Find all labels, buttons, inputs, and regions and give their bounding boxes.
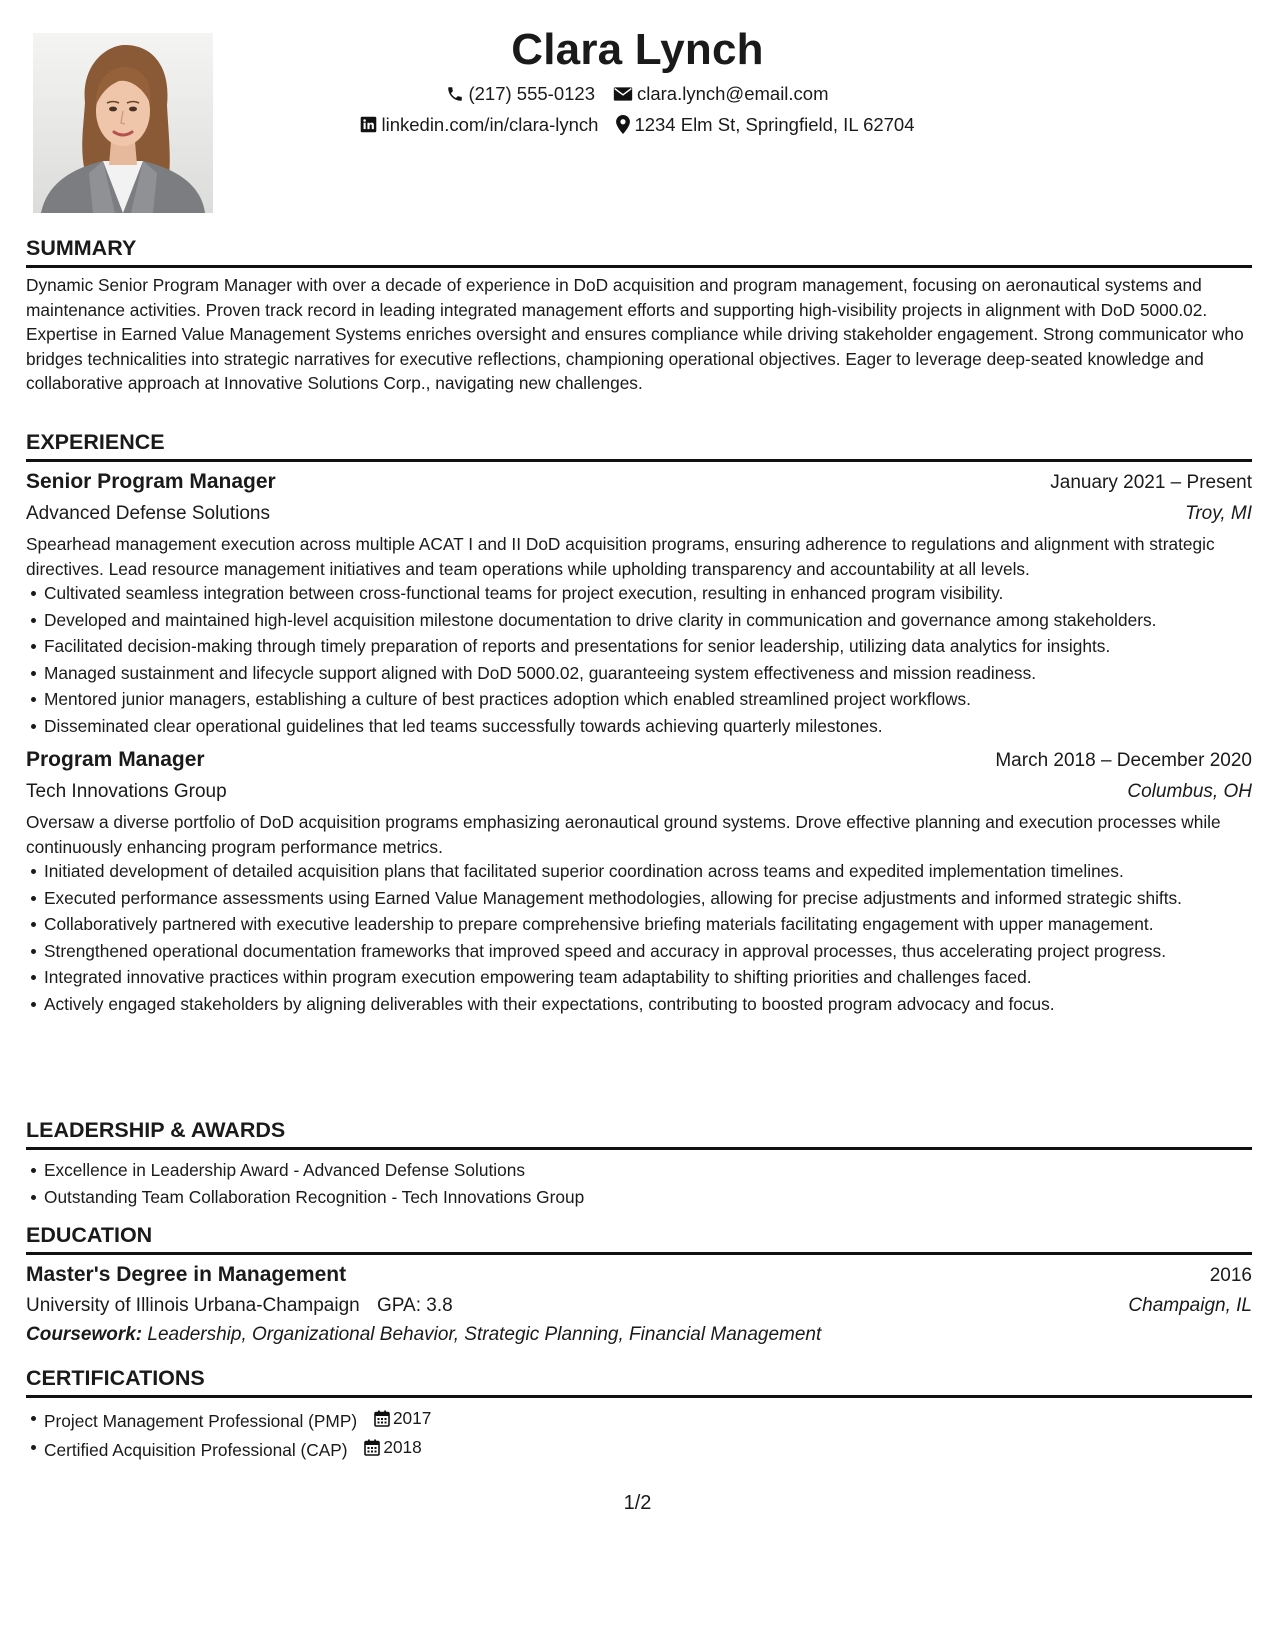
job-entry — [26, 744, 1252, 1016]
list-item: Integrated innovative practices within program execution empowering team adaptability to shifting priorities and challenges faced. — [44, 965, 1252, 990]
job-description: Oversaw a diverse portfolio of DoD acquisition programs emphasizing aeronautical ground systems. Drove effective planning and execution processes while continuously enhancing program performance metrics. — [26, 812, 1221, 857]
job-company: Tech Innovations Group — [26, 781, 227, 802]
certification-year: 2017 — [392, 1408, 432, 1428]
calendar-icon — [364, 1439, 380, 1456]
contact-email[interactable] — [613, 78, 829, 109]
coursework-text: Leadership, Organizational Behavior, Strategic Planning, Financial Management — [147, 1324, 822, 1345]
list-item: Actively engaged stakeholders by aligning deliverables with their expectations, contributing to boosted program advocacy and focus. — [44, 992, 1252, 1017]
certifications-section — [26, 1364, 1252, 1465]
list-item: Facilitated decision-making through timely preparation of reports and presentations for senior leadership, utilizing data analytics for insights. — [44, 634, 1252, 659]
school-name: University of Illinois Urbana-Champaign — [26, 1295, 360, 1316]
list-item: Initiated development of detailed acquisition plans that facilitated superior coordination across teams and expedited implementation timelines. — [44, 859, 1252, 884]
job-dates: March 2018 – December 2020 — [995, 750, 1252, 771]
section-title-education: EDUCATION — [26, 1221, 1252, 1255]
address-text: 1234 Elm St, Springfield, IL 62704 — [634, 114, 915, 135]
list-item: Managed sustainment and lifecycle support aligned with DoD 5000.02, guaranteeing system effectiveness and mission readiness. — [44, 661, 1252, 686]
section-title-experience: EXPERIENCE — [26, 428, 1252, 462]
list-item: Disseminated clear operational guidelines that led teams successfully towards achieving quarterly milestones. — [44, 714, 1252, 739]
job-title: Program Manager — [26, 748, 205, 771]
phone-icon — [446, 85, 464, 103]
list-item: Executed performance assessments using Earned Value Management methodologies, allowing for precise adjustments and informed strategic shifts. — [44, 886, 1252, 911]
contact-row-1 — [0, 78, 1275, 109]
section-title-awards: LEADERSHIP & AWARDS — [26, 1116, 1252, 1150]
section-title-summary: SUMMARY — [26, 234, 1252, 268]
job-location: Troy, MI — [1185, 503, 1252, 524]
job-title: Senior Program Manager — [26, 470, 276, 493]
calendar-icon — [374, 1410, 390, 1427]
job-bullets — [26, 859, 1252, 1016]
contact-address — [616, 109, 914, 140]
contact-row-2 — [0, 109, 1275, 140]
coursework-label: Coursework: — [26, 1324, 143, 1345]
candidate-name: Clara Lynch — [511, 25, 764, 74]
linkedin-text[interactable]: linkedin.com/in/clara-lynch — [381, 114, 599, 135]
resume-header — [0, 22, 1275, 140]
job-description: Spearhead management execution across multiple ACAT I and II DoD acquisition programs, ensuring adherence to regulations and alignment with strategic directives. Lead resource management initiatives and team operations while upholding transparency and accountability at all levels. — [26, 534, 1215, 579]
list-item: Developed and maintained high-level acquisition milestone documentation to drive clarity in communication and governance among stakeholders. — [44, 608, 1252, 633]
certification-name: Project Management Professional (PMP) — [44, 1410, 358, 1431]
certifications-list — [26, 1406, 1252, 1463]
certification-name: Certified Acquisition Professional (CAP) — [44, 1440, 348, 1460]
job-bullets — [26, 581, 1252, 738]
awards-list — [26, 1158, 1252, 1209]
list-item: Excellence in Leadership Award - Advanced Defense Solutions — [44, 1158, 1252, 1183]
section-title-certifications: CERTIFICATIONS — [26, 1364, 1252, 1398]
phone-text: (217) 555-0123 — [468, 83, 595, 104]
experience-section — [26, 428, 1252, 1018]
awards-section — [26, 1116, 1252, 1211]
list-item — [44, 1435, 1252, 1462]
list-item: Mentored junior managers, establishing a culture of best practices adoption which enabled streamlined project workflows. — [44, 687, 1252, 712]
page-number: 1/2 — [623, 1492, 652, 1514]
contact-phone — [446, 78, 595, 109]
list-item: Cultivated seamless integration between cross-functional teams for project execution, resulting in enhanced program visibility. — [44, 581, 1252, 606]
coursework — [26, 1320, 1252, 1349]
summary-section — [26, 234, 1252, 396]
job-dates: January 2021 – Present — [1050, 472, 1252, 493]
list-item: Collaboratively partnered with executive leadership to prepare comprehensive briefing materials facilitating engagement with upper management. — [44, 912, 1252, 937]
contact-linkedin[interactable] — [360, 109, 598, 140]
graduation-year: 2016 — [1209, 1265, 1252, 1286]
gpa-text: GPA: 3.8 — [376, 1295, 453, 1316]
degree-title: Master's Degree in Management — [26, 1263, 347, 1286]
summary-text: Dynamic Senior Program Manager with over a decade of experience in DoD acquisition and program management, focusing on aeronautical systems and maintenance activities. Proven track record in leading integrated management efforts and supporting high-visibility projects in alignment with DoD 5000.02. Expertise in Earned Value Management Systems enriches oversight and ensures compliance while driving stakeholder engagement. Strong communicator who bridges technicalities into strategic narratives for executive reflections, championing operational objectives. Eager to leverage deep-seated knowledge and collaborative approach at Innovative Solutions Corp., navigating new challenges. — [26, 275, 1244, 393]
envelope-icon — [613, 86, 633, 102]
list-item — [44, 1406, 1252, 1433]
job-entry — [26, 466, 1252, 738]
certification-year: 2018 — [383, 1437, 422, 1458]
map-pin-icon — [616, 115, 630, 134]
linkedin-icon — [360, 116, 377, 133]
school-location: Champaign, IL — [1128, 1295, 1252, 1316]
email-text[interactable]: clara.lynch@email.com — [637, 83, 829, 104]
education-section — [26, 1221, 1252, 1349]
list-item: Outstanding Team Collaboration Recognition - Tech Innovations Group — [44, 1185, 1252, 1210]
list-item: Strengthened operational documentation frameworks that improved speed and accuracy in approval processes, thus accelerating project progress. — [44, 939, 1252, 964]
job-company: Advanced Defense Solutions — [26, 503, 270, 524]
job-location: Columbus, OH — [1127, 781, 1252, 802]
